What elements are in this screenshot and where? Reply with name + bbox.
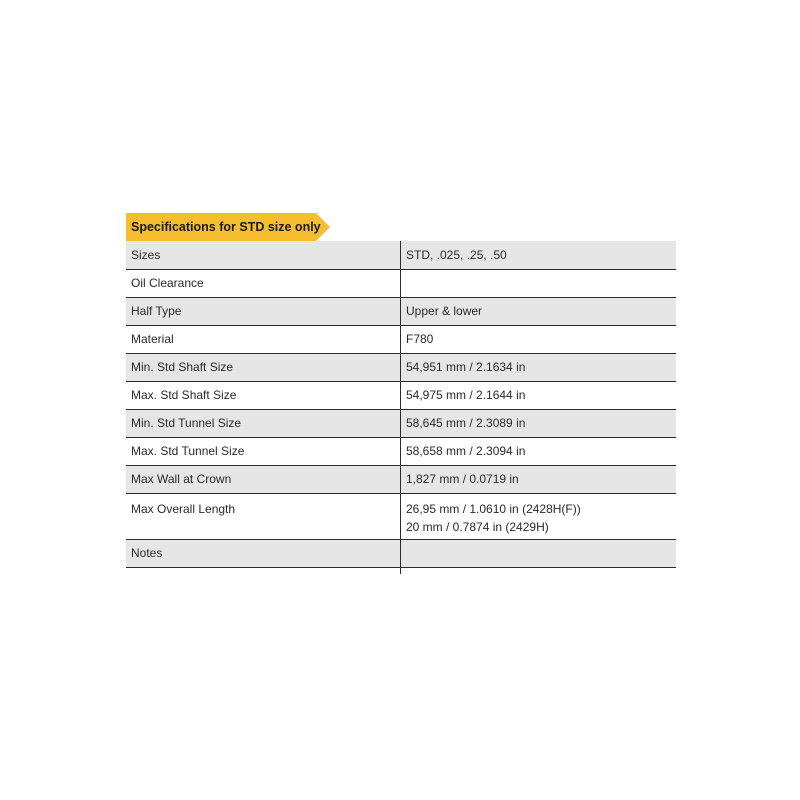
column-divider: [400, 568, 401, 574]
table-row: [126, 437, 676, 465]
row-value: 58,658 mm / 2.3094 in: [401, 437, 677, 465]
banner-title: Specifications for STD size only: [131, 220, 321, 234]
table-row: [126, 325, 676, 353]
row-value: 54,951 mm / 2.1634 in: [401, 353, 677, 381]
table-row: [126, 409, 676, 437]
table-row: [126, 493, 676, 539]
row-label: Notes: [126, 539, 401, 567]
row-label: Max Wall at Crown: [126, 465, 401, 493]
specifications-block: [126, 213, 676, 574]
row-label: Material: [126, 325, 401, 353]
row-label: Oil Clearance: [126, 269, 401, 297]
row-value: STD, .025, .25, .50: [401, 241, 677, 269]
table-row: [126, 539, 676, 567]
row-value: 58,645 mm / 2.3089 in: [401, 409, 677, 437]
row-label: Half Type: [126, 297, 401, 325]
table-row: [126, 269, 676, 297]
row-label: Min. Std Shaft Size: [126, 353, 401, 381]
table-row: [126, 381, 676, 409]
row-value: Upper & lower: [401, 297, 677, 325]
row-value: 54,975 mm / 2.1644 in: [401, 381, 677, 409]
row-value: [401, 493, 677, 539]
row-label: Max. Std Shaft Size: [126, 381, 401, 409]
row-label: Max. Std Tunnel Size: [126, 437, 401, 465]
table-row: [126, 353, 676, 381]
row-value-line: 20 mm / 0.7874 in (2429H): [406, 519, 549, 534]
row-value-line: 26,95 mm / 1.0610 in (2428H(F)): [406, 501, 581, 516]
row-value: 1,827 mm / 0.0719 in: [401, 465, 677, 493]
row-label: Max Overall Length: [126, 493, 401, 539]
row-value: [401, 539, 677, 567]
table-row: [126, 465, 676, 493]
row-value: [401, 269, 677, 297]
table-tail: [126, 568, 676, 574]
table-row: [126, 241, 676, 269]
specifications-banner: [126, 213, 330, 241]
specifications-table: [126, 241, 676, 568]
table-row: [126, 297, 676, 325]
row-label: Min. Std Tunnel Size: [126, 409, 401, 437]
row-label: Sizes: [126, 241, 401, 269]
row-value: F780: [401, 325, 677, 353]
